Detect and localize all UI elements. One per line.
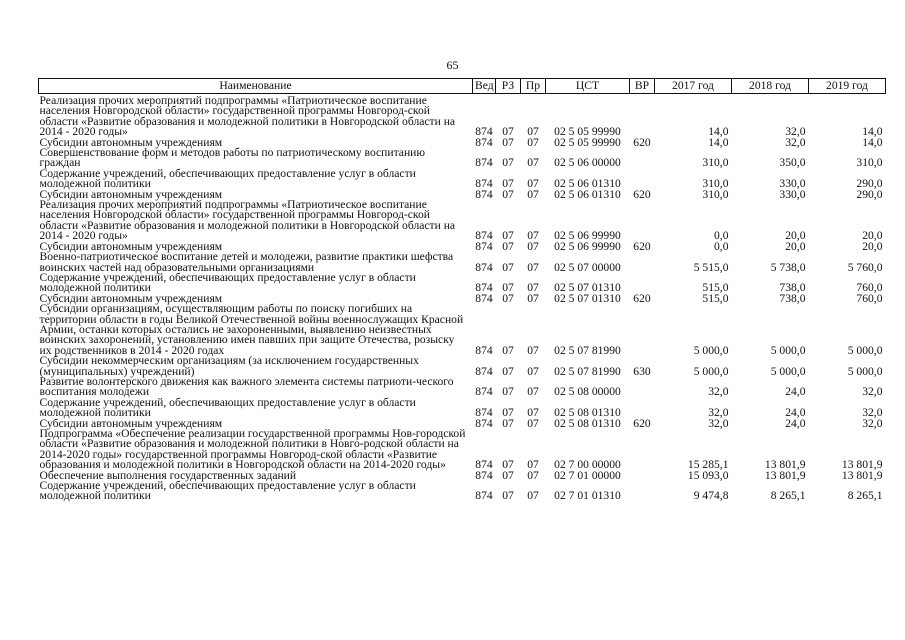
table-row [39, 94, 886, 138]
row-vr: 620 [633, 135, 651, 149]
row-value-2017: 32,0 [708, 385, 729, 399]
row-value-2017: 310,0 [702, 177, 729, 191]
row-ved: 874 [475, 125, 493, 139]
row-pr: 07 [527, 281, 539, 295]
row-cst: 02 5 06 99990 [554, 229, 621, 243]
row-value-2019: 13 801,9 [841, 458, 883, 472]
row-cst: 02 5 05 99990 [554, 135, 621, 149]
row-name: Субсидии автономным учреждениям [39, 135, 223, 149]
row-name: Субсидии автономным учреждениям [39, 416, 223, 430]
row-ved: 874 [475, 468, 493, 482]
row-ved: 874 [475, 156, 493, 170]
row-value-2019: 20,0 [862, 239, 883, 253]
row-value-2017: 5 000,0 [693, 343, 729, 357]
row-name: Субсидии организациям, осуществляющим работы по поиску погибших на территории области в годы Великой Отечественной войны военнослужащих Красной Армии, останки которых остались не захороненными, выявлению неизвестных воинских захоронений, установлению имен павших при защите Отечества, розыску их родственников в 2014 - 2020 годах [39, 302, 464, 357]
row-value-2019: 290,0 [856, 177, 883, 191]
row-name: Реализация прочих мероприятий подпрограммы «Патриотическое воспитание населения Новгородской области» государственной программы Новгород-ской области «Развитие образования и молодежной политики в Новгородской области на 2014 - 2020 годы» [39, 94, 456, 139]
row-vr [630, 200, 655, 242]
row-ved: 874 [475, 135, 493, 149]
row-cst: 02 7 00 00000 [554, 458, 621, 472]
row-rz: 07 [502, 125, 514, 139]
row-name: Содержание учреждений, обеспечивающих предоставление услуг в области молодежной политики [39, 270, 416, 295]
row-value-2017: 9 474,8 [693, 489, 729, 503]
row-pr: 07 [527, 187, 539, 201]
header-cst: ЦСТ [546, 79, 630, 94]
row-value-2017: 5 515,0 [693, 260, 729, 274]
row-value-2018: 32,0 [785, 135, 806, 149]
row-rz: 07 [502, 343, 514, 357]
row-ved: 874 [475, 364, 493, 378]
row-cst: 02 7 01 01310 [554, 489, 621, 503]
header-rz: РЗ [496, 79, 521, 94]
row-value-2018: 738,0 [779, 291, 806, 305]
row-ved: 874 [475, 416, 493, 430]
row-value-2019: 14,0 [862, 125, 883, 139]
row-rz: 07 [502, 135, 514, 149]
row-pr: 07 [527, 343, 539, 357]
row-name: Подпрограмма «Обеспечение реализации государственной программы Нов-городской области «Развитие образования и молодежной политики в Новго-родской области на 2014-2020 годы» государственной программы Новгород-ской области «Развитие образования и молодежной политики в Новгородской области на 2014-2020 годы» [39, 427, 466, 472]
row-cst: 02 5 08 00000 [554, 385, 621, 399]
row-rz: 07 [502, 187, 514, 201]
row-vr [630, 377, 655, 398]
row-vr [630, 471, 655, 481]
row-rz: 07 [502, 416, 514, 430]
table-row [39, 169, 886, 190]
row-cst: 02 5 07 81990 [554, 343, 621, 357]
row-ved: 874 [475, 229, 493, 243]
row-value-2019: 5 000,0 [847, 364, 883, 378]
row-cst: 02 5 07 01310 [554, 291, 621, 305]
row-value-2019: 290,0 [856, 187, 883, 201]
row-name: Субсидии автономным учреждениям [39, 239, 223, 253]
row-value-2017: 310,0 [702, 156, 729, 170]
row-ved: 874 [475, 343, 493, 357]
row-value-2018: 32,0 [785, 125, 806, 139]
header-ved: Вед [473, 79, 496, 94]
row-name: Содержание учреждений, обеспечивающих предоставление услуг в области молодежной политики [39, 166, 416, 191]
row-vr: 620 [633, 416, 651, 430]
row-pr: 07 [527, 260, 539, 274]
row-value-2018: 350,0 [779, 156, 806, 170]
row-rz: 07 [502, 489, 514, 503]
row-rz: 07 [502, 406, 514, 420]
row-cst: 02 5 06 01310 [554, 177, 621, 191]
row-ved: 874 [475, 385, 493, 399]
row-value-2019: 32,0 [862, 416, 883, 430]
row-ved: 874 [475, 281, 493, 295]
header-2019: 2019 год [809, 79, 886, 94]
row-pr: 07 [527, 385, 539, 399]
row-pr: 07 [527, 229, 539, 243]
row-cst: 02 5 07 81990 [554, 364, 621, 378]
table-row [39, 377, 886, 398]
row-value-2018: 20,0 [785, 229, 806, 243]
row-value-2017: 5 000,0 [693, 364, 729, 378]
row-value-2019: 5 000,0 [847, 343, 883, 357]
row-rz: 07 [502, 239, 514, 253]
row-vr: 630 [633, 364, 651, 378]
row-cst: 02 5 07 00000 [554, 260, 621, 274]
header-pr: Пр [521, 79, 546, 94]
table-row [39, 429, 886, 471]
row-ved: 874 [475, 177, 493, 191]
row-ved: 874 [475, 406, 493, 420]
table-row [39, 200, 886, 242]
row-name: Субсидии автономным учреждениям [39, 291, 223, 305]
row-value-2018: 5 738,0 [770, 260, 806, 274]
row-value-2017: 515,0 [702, 291, 729, 305]
row-ved: 874 [475, 187, 493, 201]
row-vr [630, 94, 655, 138]
row-value-2019: 5 760,0 [847, 260, 883, 274]
row-ved: 874 [475, 239, 493, 253]
row-rz: 07 [502, 291, 514, 305]
row-ved: 874 [475, 458, 493, 472]
table-header-row [39, 79, 886, 94]
table-row [39, 356, 886, 377]
header-name: Наименование [39, 79, 473, 94]
row-vr [630, 398, 655, 419]
row-cst: 02 5 08 01310 [554, 406, 621, 420]
row-value-2019: 32,0 [862, 406, 883, 420]
row-rz: 07 [502, 260, 514, 274]
row-cst: 02 5 06 01310 [554, 187, 621, 201]
row-pr: 07 [527, 364, 539, 378]
row-rz: 07 [502, 229, 514, 243]
row-value-2017: 515,0 [702, 281, 729, 295]
row-vr: 620 [633, 239, 651, 253]
row-pr: 07 [527, 458, 539, 472]
row-vr [630, 481, 655, 502]
table-row [39, 252, 886, 273]
row-value-2019: 32,0 [862, 385, 883, 399]
row-rz: 07 [502, 458, 514, 472]
row-cst: 02 7 01 00000 [554, 468, 621, 482]
row-cst: 02 5 08 01310 [554, 416, 621, 430]
row-vr [630, 273, 655, 294]
row-name: Развитие волонтерского движения как важного элемента системы патриоти-ческого воспитания молодежи [39, 374, 454, 399]
row-value-2019: 20,0 [862, 229, 883, 243]
row-name: Содержание учреждений, обеспечивающих предоставление услуг в области молодежной политики [39, 395, 416, 420]
row-vr [630, 169, 655, 190]
row-vr [630, 252, 655, 273]
row-name: Субсидии некоммерческим организациям (за исключением государственных (муниципальных) учреждений) [39, 354, 419, 378]
row-value-2018: 330,0 [779, 187, 806, 201]
row-ved: 874 [475, 291, 493, 305]
row-value-2018: 20,0 [785, 239, 806, 253]
row-cst: 02 5 06 00000 [554, 156, 621, 170]
row-ved: 874 [475, 260, 493, 274]
row-value-2018: 5 000,0 [770, 343, 806, 357]
row-name: Реализация прочих мероприятий подпрограммы «Патриотическое воспитание населения Новгородской области» государственной программы Новгород-ской области «Развитие образования и молодежной политики в Новгородской области на 2014 - 2020 годы» [39, 198, 456, 243]
row-value-2017: 15 093,0 [687, 468, 729, 482]
row-name: Содержание учреждений, обеспечивающих предоставление услуг в области молодежной политики [39, 479, 416, 503]
row-value-2018: 5 000,0 [770, 364, 806, 378]
row-rz: 07 [502, 468, 514, 482]
row-rz: 07 [502, 364, 514, 378]
header-vr: ВР [630, 79, 655, 94]
page-number: 65 [446, 58, 459, 72]
row-pr: 07 [527, 156, 539, 170]
row-rz: 07 [502, 385, 514, 399]
row-value-2018: 738,0 [779, 281, 806, 295]
row-value-2018: 24,0 [785, 416, 806, 430]
row-pr: 07 [527, 125, 539, 139]
header-2018: 2018 год [732, 79, 809, 94]
row-pr: 07 [527, 177, 539, 191]
row-value-2019: 310,0 [856, 156, 883, 170]
row-value-2018: 330,0 [779, 177, 806, 191]
row-name: Субсидии автономным учреждениям [39, 187, 223, 201]
row-value-2019: 760,0 [856, 291, 883, 305]
table-row [39, 398, 886, 419]
row-value-2018: 13 801,9 [764, 458, 806, 472]
row-vr [630, 304, 655, 356]
row-rz: 07 [502, 156, 514, 170]
row-vr [630, 148, 655, 169]
row-cst: 02 5 07 01310 [554, 281, 621, 295]
row-pr: 07 [527, 406, 539, 420]
row-rz: 07 [502, 281, 514, 295]
row-value-2017: 310,0 [702, 187, 729, 201]
row-value-2018: 13 801,9 [764, 468, 806, 482]
row-pr: 07 [527, 416, 539, 430]
row-vr [630, 429, 655, 471]
row-value-2017: 32,0 [708, 406, 729, 420]
row-value-2017: 14,0 [708, 135, 729, 149]
row-value-2018: 24,0 [785, 406, 806, 420]
row-value-2018: 24,0 [785, 385, 806, 399]
row-value-2017: 15 285,1 [687, 458, 729, 472]
table-row [39, 148, 886, 169]
row-cst: 02 5 06 99990 [554, 239, 621, 253]
row-name: Обеспечение выполнения государственных заданий [39, 468, 297, 482]
row-value-2019: 760,0 [856, 281, 883, 295]
row-pr: 07 [527, 135, 539, 149]
header-2017: 2017 год [655, 79, 732, 94]
row-value-2017: 14,0 [708, 125, 729, 139]
row-cst: 02 5 05 99990 [554, 125, 621, 139]
row-pr: 07 [527, 239, 539, 253]
table-row [39, 273, 886, 294]
row-vr: 620 [633, 187, 651, 201]
budget-table [38, 78, 886, 502]
row-value-2018: 8 265,1 [770, 489, 806, 503]
row-pr: 07 [527, 489, 539, 503]
row-vr: 620 [633, 291, 651, 305]
row-name: Совершенствование форм и методов работы по патриотическому воспитанию граждан [39, 146, 426, 170]
table-row [39, 304, 886, 356]
row-pr: 07 [527, 291, 539, 305]
row-value-2017: 0,0 [714, 239, 729, 253]
row-value-2017: 0,0 [714, 229, 729, 243]
row-value-2019: 13 801,9 [841, 468, 883, 482]
row-ved: 874 [475, 489, 493, 503]
row-value-2019: 14,0 [862, 135, 883, 149]
row-value-2019: 8 265,1 [847, 489, 883, 503]
table-row [39, 481, 886, 502]
row-rz: 07 [502, 177, 514, 191]
row-name: Военно-патриотическое воспитание детей и молодежи, развитие практики шефства воинских частей над образовательными организациями [39, 250, 454, 274]
row-value-2017: 32,0 [708, 416, 729, 430]
row-pr: 07 [527, 468, 539, 482]
